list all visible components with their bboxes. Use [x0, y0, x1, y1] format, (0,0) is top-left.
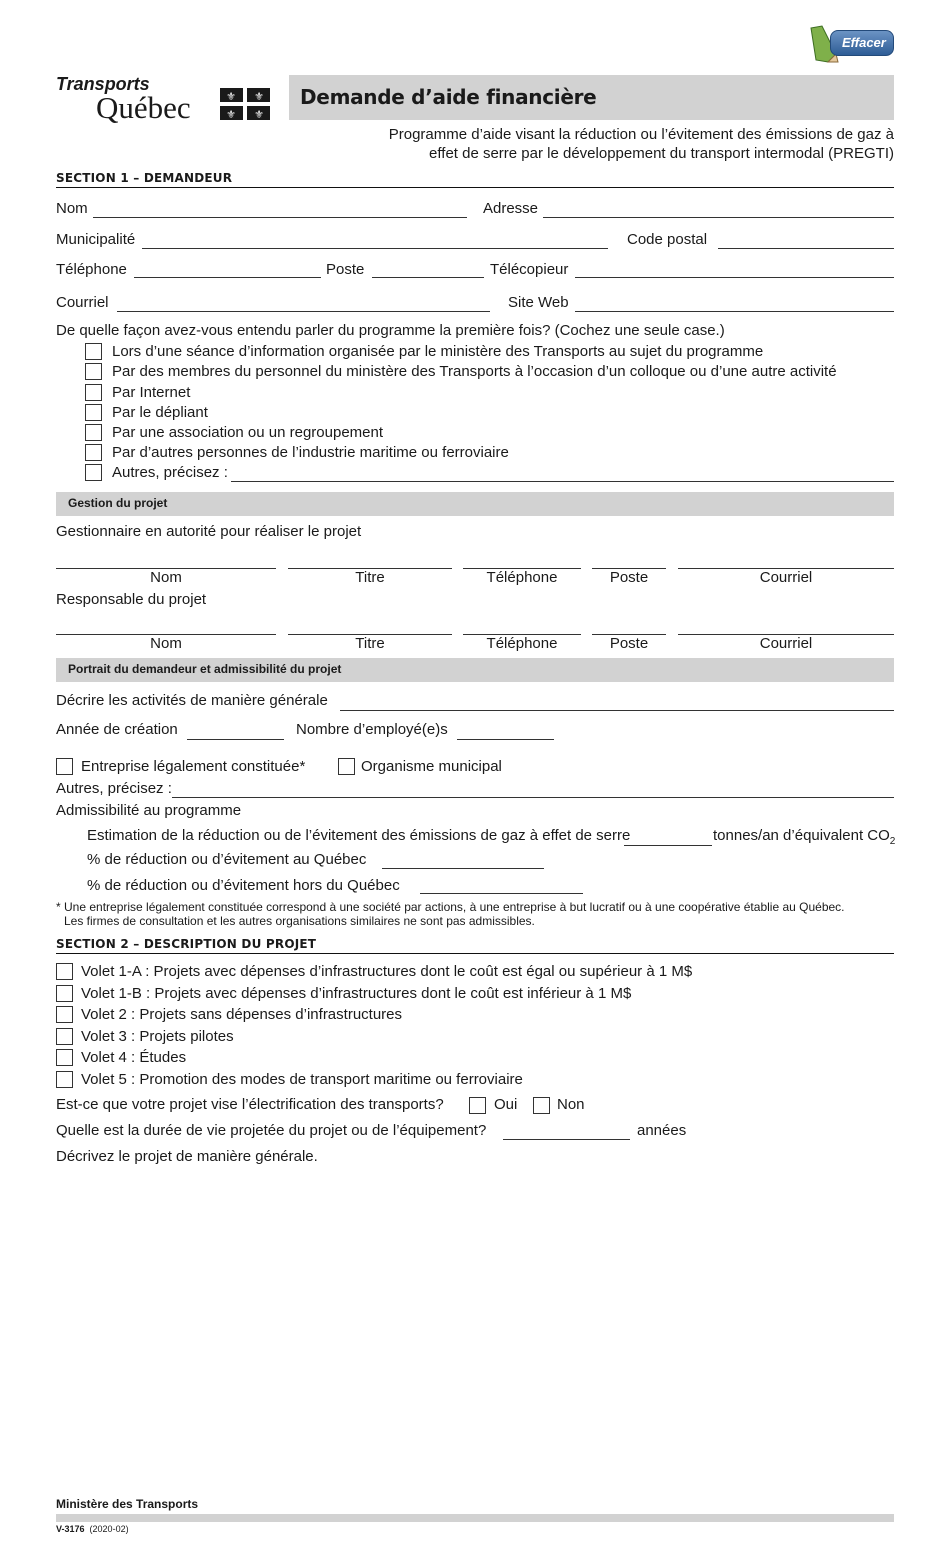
column-caption: Nom [150, 635, 182, 652]
telephone-label: Téléphone [56, 261, 127, 278]
years-label: années [637, 1122, 687, 1139]
oui-checkbox[interactable] [469, 1097, 486, 1114]
source-option-label: Par Internet [112, 384, 191, 401]
footer-band [56, 1514, 894, 1522]
program-subtitle-1: Programme d’aide visant la réduction ou l’évitement des émissions de gaz à [388, 126, 894, 143]
svg-text:⚜: ⚜ [254, 109, 264, 120]
unit-text: tonnes/an d’équivalent CO [713, 827, 890, 844]
svg-text:⚜: ⚜ [254, 91, 264, 103]
footnote-2: Les firmes de consultation et les autres organisations similaires ne sont pas admissibles. [64, 914, 535, 928]
adresse-label: Adresse [483, 200, 539, 217]
nom-label: Nom [56, 200, 88, 217]
portrait-band [56, 658, 894, 682]
manager-label: Gestionnaire en autorité pour réaliser le projet [56, 523, 362, 540]
adresse-field[interactable] [543, 217, 894, 218]
source-option-label: Par d’autres personnes de l’industrie maritime ou ferroviaire [112, 444, 509, 461]
fleur-de-lis-flag-icon [220, 88, 270, 120]
volet-checkbox[interactable] [56, 963, 73, 980]
volet-checkbox[interactable] [56, 1049, 73, 1066]
activities-label: Décrire les activités de manière générale [56, 692, 328, 709]
municipalite-label: Municipalité [56, 231, 136, 248]
volet-checkbox[interactable] [56, 1071, 73, 1088]
employees-field[interactable] [457, 739, 554, 740]
source-option-checkbox[interactable] [85, 444, 102, 461]
code-postal-field[interactable] [718, 248, 894, 249]
clear-button[interactable] [808, 26, 894, 62]
pct-quebec-label: % de réduction ou d’évitement au Québec [87, 851, 367, 868]
title-band [289, 75, 894, 120]
unit-label [713, 827, 895, 847]
column-caption: Titre [355, 569, 385, 586]
non-label: Non [557, 1096, 585, 1113]
source-option-label: Par le dépliant [112, 404, 208, 421]
entreprise-label: Entreprise légalement constituée* [81, 758, 306, 775]
source-option-checkbox[interactable] [85, 424, 102, 441]
clear-button-label: Effacer [842, 35, 886, 50]
courriel-label: Courriel [56, 294, 109, 311]
volet-checkbox[interactable] [56, 1028, 73, 1045]
source-question: De quelle façon avez-vous entendu parler du programme la première fois? (Cochez une seule case.) [56, 322, 725, 339]
volet-label: Volet 2 : Projets sans dépenses d’infrastructures [81, 1006, 403, 1023]
source-option-label: Par une association ou un regroupement [112, 424, 384, 441]
project-description-area[interactable] [56, 1170, 894, 1490]
nom-field[interactable] [93, 217, 467, 218]
organisme-checkbox[interactable] [338, 758, 355, 775]
source-option-checkbox[interactable] [85, 343, 102, 360]
poste-field[interactable] [372, 277, 484, 278]
column-caption: Nom [150, 569, 182, 586]
svg-text:⚜: ⚜ [226, 109, 236, 120]
column-caption: Poste [609, 569, 649, 586]
column-caption: Téléphone [486, 635, 558, 652]
estimation-label: Estimation de la réduction ou de l’évitement des émissions de gaz à effet de serre [87, 827, 631, 844]
column-caption: Titre [355, 635, 385, 652]
non-checkbox[interactable] [533, 1097, 550, 1114]
estimation-field[interactable] [624, 845, 712, 846]
telephone-field[interactable] [134, 277, 321, 278]
pct-outside-label: % de réduction ou d’évitement hors du Québec [87, 877, 400, 894]
volet-label: Volet 1-B : Projets avec dépenses d’infrastructures dont le coût est inférieur à 1 M$ [81, 985, 632, 1002]
logo [56, 74, 270, 130]
column-caption: Poste [609, 635, 649, 652]
volet-label: Volet 1-A : Projets avec dépenses d’infrastructures dont le coût est égal ou supérieur à 1 M$ [81, 963, 693, 980]
responsible-label: Responsable du projet [56, 591, 207, 608]
source-option-label: Par des membres du personnel du ministère des Transports à l’occasion d’un colloque ou d’une autre activité [112, 363, 837, 380]
employees-label: Nombre d’employé(e)s [296, 721, 448, 738]
volet-label: Volet 3 : Projets pilotes [81, 1028, 234, 1045]
source-option-label: Autres, précisez : [112, 464, 228, 481]
volet-label: Volet 4 : Études [81, 1049, 187, 1066]
volet-checkbox[interactable] [56, 985, 73, 1002]
source-option-checkbox[interactable] [85, 404, 102, 421]
form-date: (2020-02) [89, 1524, 129, 1534]
section1-title: SECTION 1 – DEMANDEUR [56, 171, 233, 185]
column-caption: Courriel [759, 635, 813, 652]
section2-title: SECTION 2 – DESCRIPTION DU PROJET [56, 937, 317, 951]
pct-quebec-field[interactable] [382, 868, 544, 869]
portrait-band-title: Portrait du demandeur et admissibilité du projet [68, 662, 342, 676]
footer-ministry: Ministère des Transports [56, 1497, 199, 1511]
form-code: V-3176 [56, 1524, 85, 1534]
duration-question: Quelle est la durée de vie projetée du projet ou de l’équipement? [56, 1122, 487, 1139]
telecopieur-label: Télécopieur [490, 261, 569, 278]
unit-subscript: 2 [889, 836, 896, 847]
municipalite-field[interactable] [142, 248, 608, 249]
pct-outside-field[interactable] [420, 893, 583, 894]
site-web-field[interactable] [575, 311, 894, 312]
organisme-label: Organisme municipal [361, 758, 502, 775]
volet-checkbox[interactable] [56, 1006, 73, 1023]
section1-rule [56, 187, 894, 188]
logo-bottom-text: Québec [96, 90, 191, 125]
entreprise-checkbox[interactable] [56, 758, 73, 775]
page-title: Demande d’aide financière [300, 85, 597, 109]
admissibility-label: Admissibilité au programme [56, 802, 242, 819]
source-option-checkbox[interactable] [85, 363, 102, 380]
gestion-band [56, 492, 894, 516]
poste-label: Poste [326, 261, 365, 278]
source-option-label: Lors d’une séance d’information organisée par le ministère des Transports au sujet du programme [112, 343, 764, 360]
autres-field[interactable] [172, 797, 894, 798]
source-other-field[interactable] [231, 481, 894, 482]
duration-field[interactable] [503, 1139, 630, 1140]
telecopieur-field[interactable] [575, 277, 894, 278]
volet-label: Volet 5 : Promotion des modes de transport maritime ou ferroviaire [81, 1071, 523, 1088]
form-code-line [56, 1524, 129, 1534]
autres-label: Autres, précisez : [56, 780, 172, 797]
year-field[interactable] [187, 739, 284, 740]
section2-rule [56, 953, 894, 954]
svg-text:⚜: ⚜ [226, 91, 236, 103]
logo-top-text: Transports [56, 74, 150, 94]
oui-label: Oui [494, 1096, 518, 1113]
code-postal-label: Code postal [627, 231, 708, 248]
column-caption: Téléphone [486, 569, 558, 586]
footnote-1: * Une entreprise légalement constituée correspond à une société par actions, à une entreprise à but lucratif ou à une coopérative établie au Québec. [56, 900, 845, 914]
source-option-checkbox[interactable] [85, 464, 102, 481]
courriel-field[interactable] [117, 311, 490, 312]
describe-label: Décrivez le projet de manière générale. [56, 1148, 318, 1165]
gestion-band-title: Gestion du projet [68, 496, 168, 510]
electrification-question: Est-ce que votre projet vise l’électrification des transports? [56, 1096, 444, 1113]
program-subtitle-2: effet de serre par le développement du transport intermodal (PREGTI) [429, 145, 894, 162]
column-caption: Courriel [759, 569, 813, 586]
activities-field[interactable] [340, 710, 894, 711]
year-label: Année de création [56, 721, 178, 738]
site-web-label: Site Web [508, 294, 569, 311]
source-option-checkbox[interactable] [85, 384, 102, 401]
